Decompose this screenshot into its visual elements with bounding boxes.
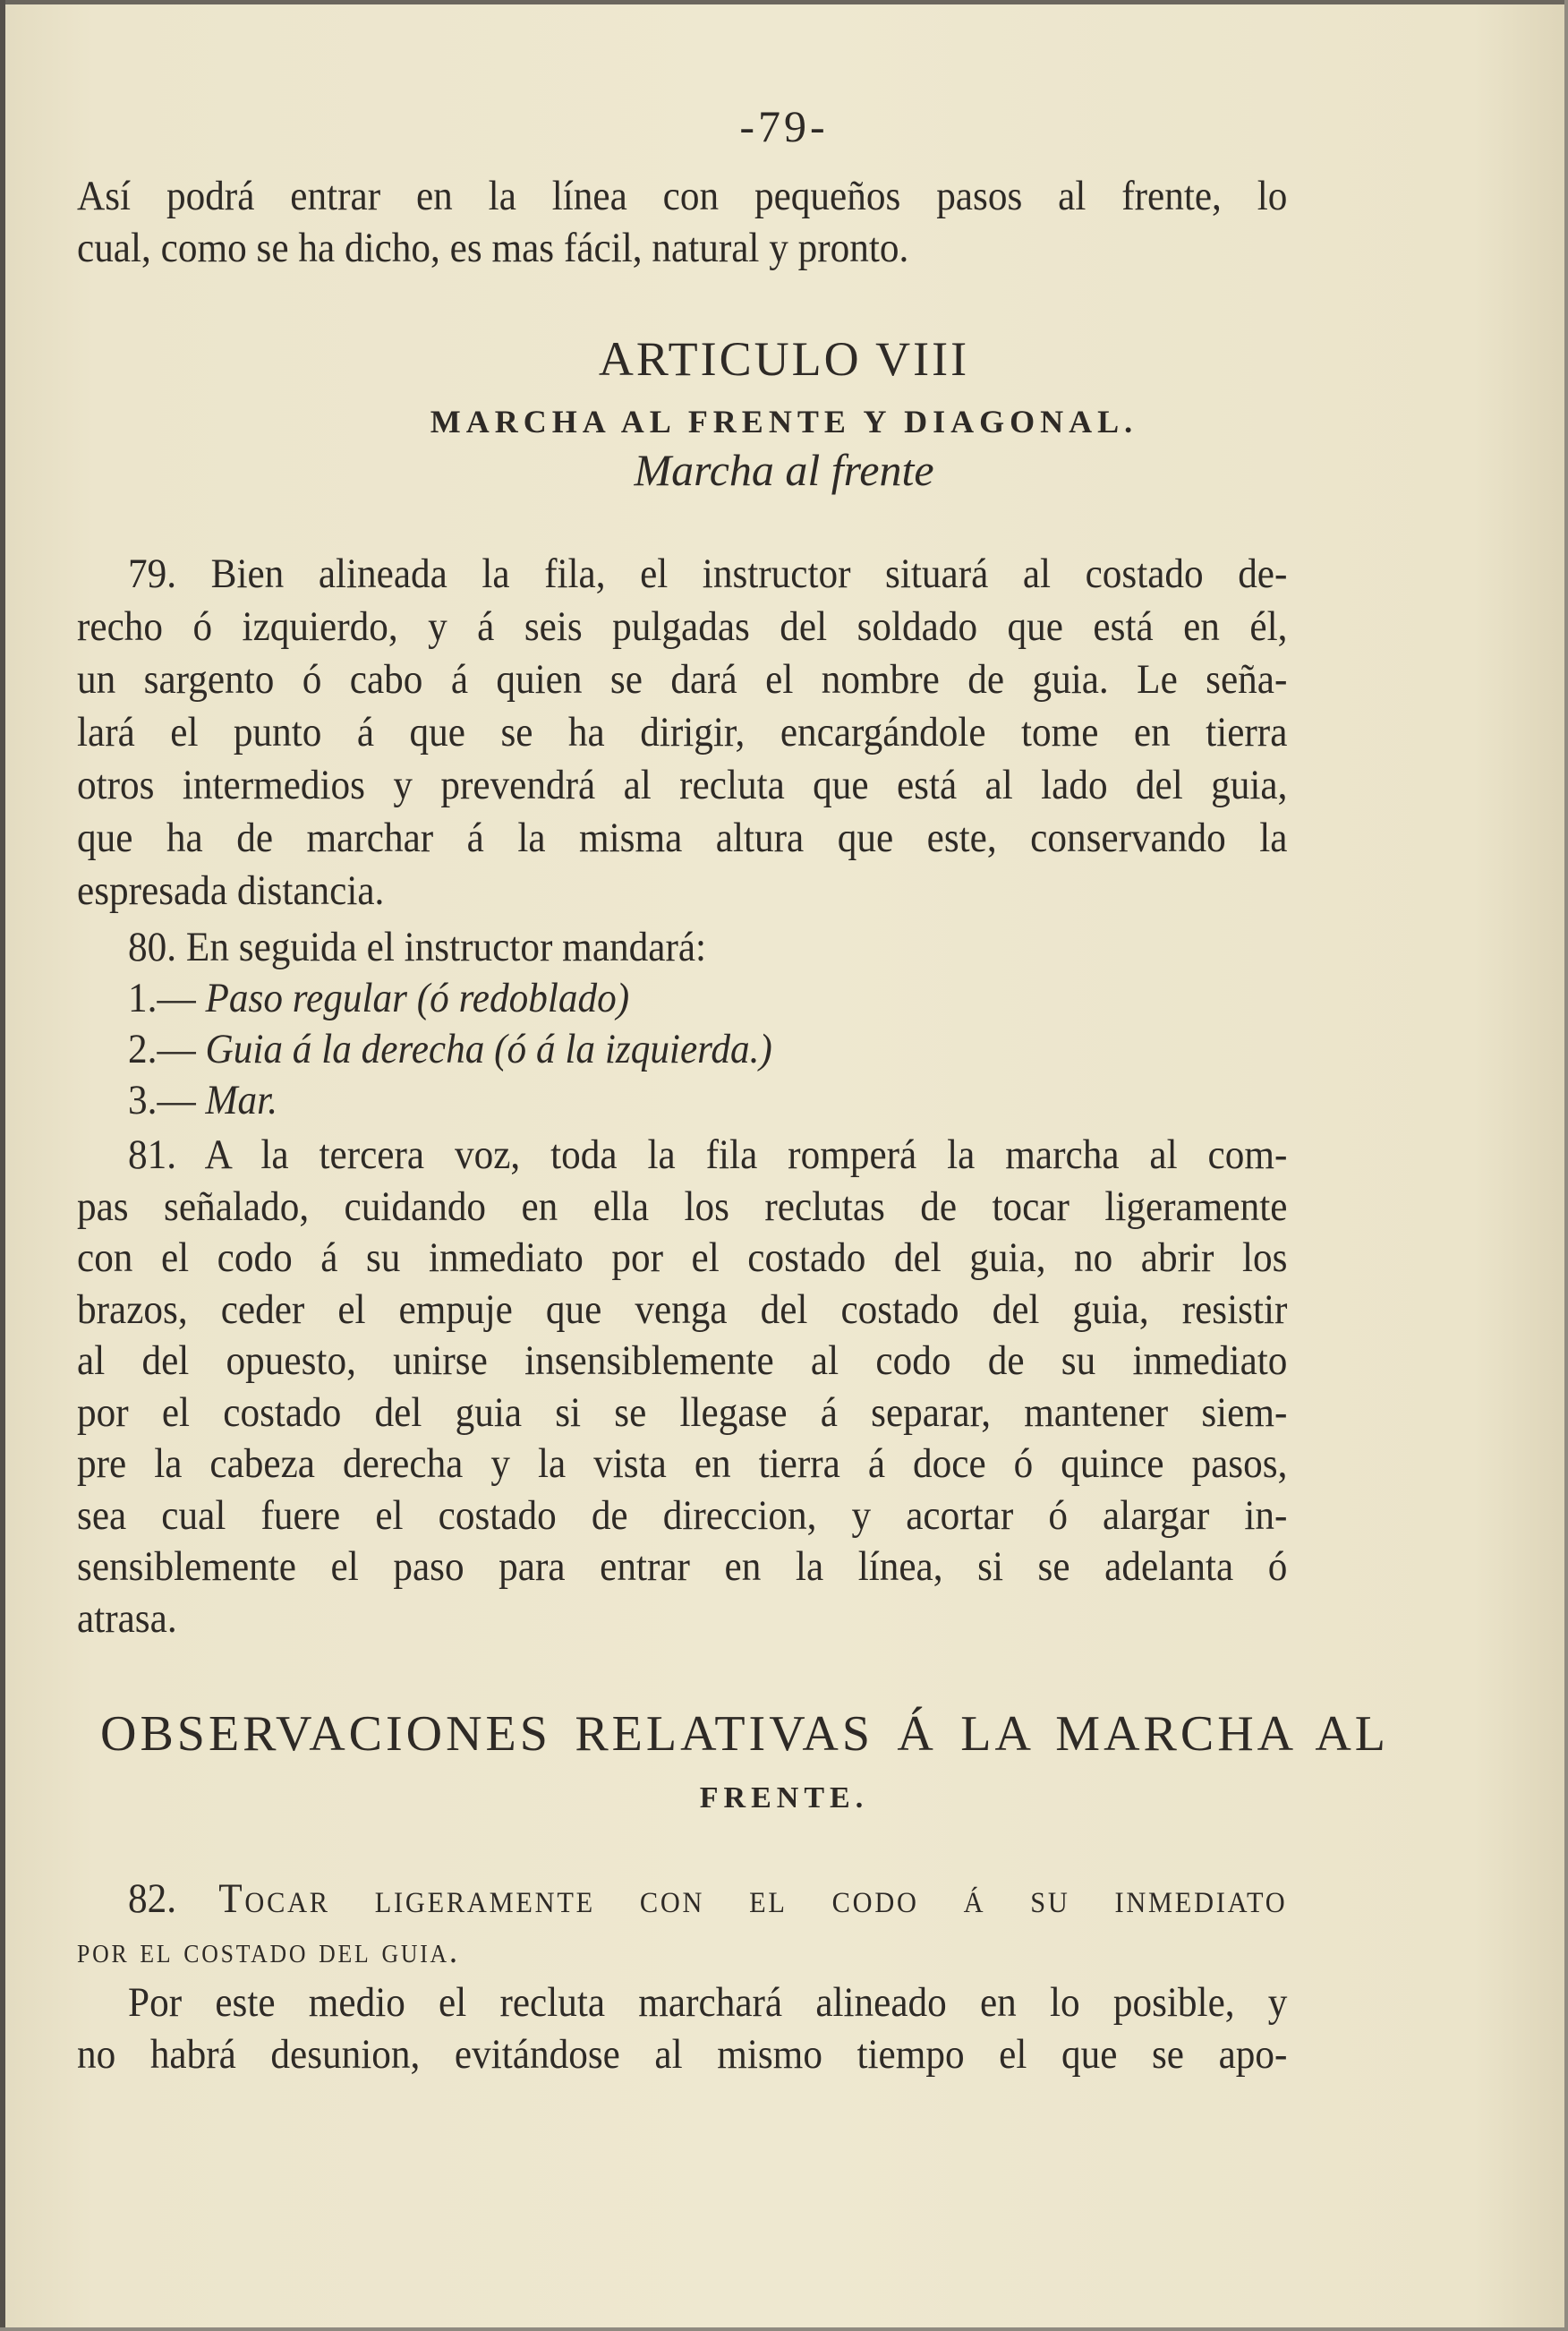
text-line: por el costado del guia si se llegase á separar, mantener siem-	[77, 1388, 1288, 1436]
section-heading: Marcha al frente	[634, 445, 934, 495]
command-line	[77, 1024, 1287, 1075]
command-line	[77, 973, 1287, 1024]
text-line: lará el punto á que se ha dirigir, encargándole tome en tierra	[77, 709, 1288, 756]
paragraph-82-heading	[77, 1873, 1287, 1925]
command-number: 1.—	[128, 975, 196, 1021]
text-line: sea cual fuere el costado de direccion, y acortar ó alargar in-	[77, 1491, 1288, 1539]
command-line	[77, 1075, 1287, 1126]
paragraph-79	[77, 548, 1287, 918]
text-line: con el codo á su inmediato por el costado del guia, no abrir los	[77, 1234, 1288, 1281]
text-line: pre la cabeza derecha y la vista en tierra á doce ó quince pasos,	[77, 1440, 1288, 1487]
intro-paragraph	[77, 170, 1287, 274]
text-line: brazos, ceder el empuje que venga del costado del guia, resistir	[77, 1285, 1288, 1333]
command-number: 3.—	[128, 1077, 196, 1123]
text-line: Así podrá entrar en la línea con pequeños pasos al frente, lo	[77, 173, 1288, 219]
command-text: Mar.	[205, 1077, 278, 1123]
command-number: 2.—	[128, 1026, 196, 1072]
text-line: espresada distancia.	[77, 867, 385, 914]
command-text: Guia á la derecha (ó á la izquierda.)	[205, 1026, 772, 1072]
text-line: al del opuesto, unirse insensiblemente al codo de su inmediato	[77, 1337, 1288, 1384]
paragraph-81	[77, 1130, 1287, 1644]
page-edge-top	[0, 0, 1568, 4]
text-line: 79. Bien alineada la fila, el instructor situará al costado de-	[128, 551, 1288, 597]
heading-text: Tocar ligeramente con el codo á su inmediato	[218, 1875, 1288, 1922]
text-line: atrasa.	[77, 1594, 177, 1642]
text-line: 81. A la tercera voz, toda la fila romperá la marcha al com-	[128, 1131, 1288, 1178]
paragraph-number: 82.	[128, 1875, 177, 1922]
heading-text: por el costado del guia.	[77, 1930, 460, 1970]
paragraph-82	[77, 1873, 1287, 2080]
text-line: 80. En seguida el instructor mandará:	[128, 924, 707, 970]
text-line: recho ó izquierdo, y á seis pulgadas del soldado que está en él,	[77, 603, 1288, 650]
text-line: no habrá desunion, evitándose al mismo tiempo el que se apo-	[77, 2031, 1288, 2078]
text-line: que ha de marchar á la misma altura que este, conservando la	[77, 815, 1288, 861]
text-line: pas señalado, cuidando en ella los reclutas de tocar ligeramente	[77, 1183, 1288, 1230]
text-line: otros intermedios y prevendrá al recluta que está al lado del guia,	[77, 762, 1288, 808]
observations-subtitle: FRENTE.	[699, 1781, 869, 1814]
text-line: Por este medio el recluta marchará alineado en lo posible, y	[128, 1979, 1288, 2026]
text-line: un sargento ó cabo á quien se dará el nombre de guia. Le seña-	[77, 656, 1288, 703]
page-edge-bottom	[0, 2327, 1568, 2331]
observations-title: OBSERVACIONES RELATIVAS Á LA MARCHA AL	[100, 1706, 1389, 1762]
command-text: Paso regular (ó redoblado)	[205, 975, 630, 1021]
paragraph-80	[77, 922, 1287, 1126]
article-title: ARTICULO VIII	[598, 332, 970, 386]
text-line: cual, como se ha dicho, es mas fácil, natural y pronto.	[77, 225, 909, 271]
page-number: -79-	[739, 101, 829, 151]
article-subtitle: MARCHA AL FRENTE Y DIAGONAL.	[430, 404, 1138, 440]
text-line: sensiblemente el paso para entrar en la línea, si se adelanta ó	[77, 1543, 1288, 1590]
